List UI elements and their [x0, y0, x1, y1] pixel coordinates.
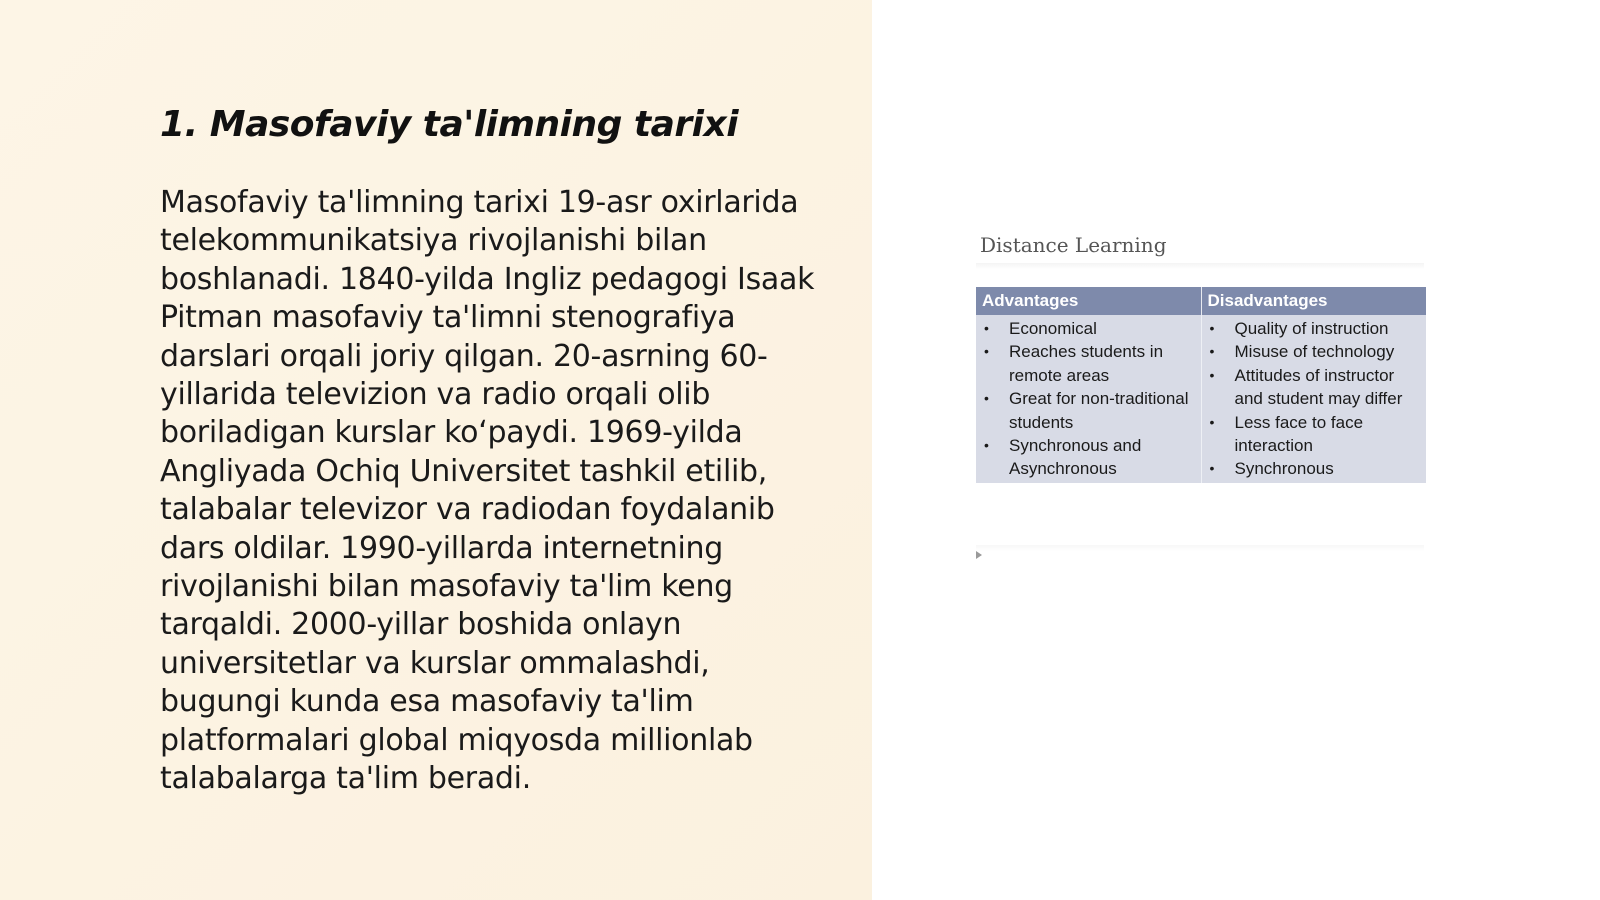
distance-learning-figure [960, 225, 1430, 565]
advantages-cell [976, 315, 1201, 483]
list-item: • Misuse of technology [1206, 340, 1423, 363]
list-item: • Economical [980, 317, 1197, 340]
list-item: • Great for non-traditional students [980, 387, 1197, 434]
slide-body-text: Masofaviy ta'limning tarixi 19-asr oxirlarida telekommunikatsiya rivojlanishi bilan boshlanadi. 1840-yilda Ingliz pedagogi Isaak Pitman masofaviy ta'limni stenografiya darslari orqali joriy qilgan. 20-asrning 60-yillarida televizion va radio orqali olib boriladigan kurslar ko‘paydi. 1969-yilda Angliyada Ochiq Universitet tashkil etilib, talabalar televizor va radiodan foydalanib dars oldilar. 1990-yillarda internetning rivojlanishi bilan masofaviy ta'lim keng tarqaldi. 2000-yillar boshida onlayn universitetlar va kurslar ommalashdi, bugungi kunda esa masofaviy ta'lim platformalari global miqyosda millionlab talabalarga ta'lim beradi. [160, 185, 815, 797]
list-item: • Synchronous and Asynchronous [980, 434, 1197, 481]
list-item: • Quality of instruction [1206, 317, 1423, 340]
slide-title: 1. Masofaviy ta'limning tarixi [160, 104, 739, 145]
list-item: • Reaches students in remote areas [980, 340, 1197, 387]
table-row [976, 315, 1426, 483]
advantages-list [980, 317, 1197, 481]
pros-cons-table [976, 287, 1426, 483]
table-header-row [976, 287, 1426, 315]
list-item: • Less face to face interaction [1206, 411, 1423, 458]
list-item: • Attitudes of instructor and student may differ [1206, 364, 1423, 411]
disadvantages-header: Disadvantages [1201, 287, 1426, 315]
figure-divider-top [976, 263, 1424, 269]
advantages-header: Advantages [976, 287, 1201, 315]
play-arrow-icon [976, 551, 982, 559]
disadvantages-list [1206, 317, 1423, 481]
list-item: • Synchronous [1206, 457, 1423, 480]
disadvantages-cell [1201, 315, 1426, 483]
figure-title: Distance Learning [980, 233, 1167, 257]
figure-divider-bottom [976, 545, 1424, 551]
